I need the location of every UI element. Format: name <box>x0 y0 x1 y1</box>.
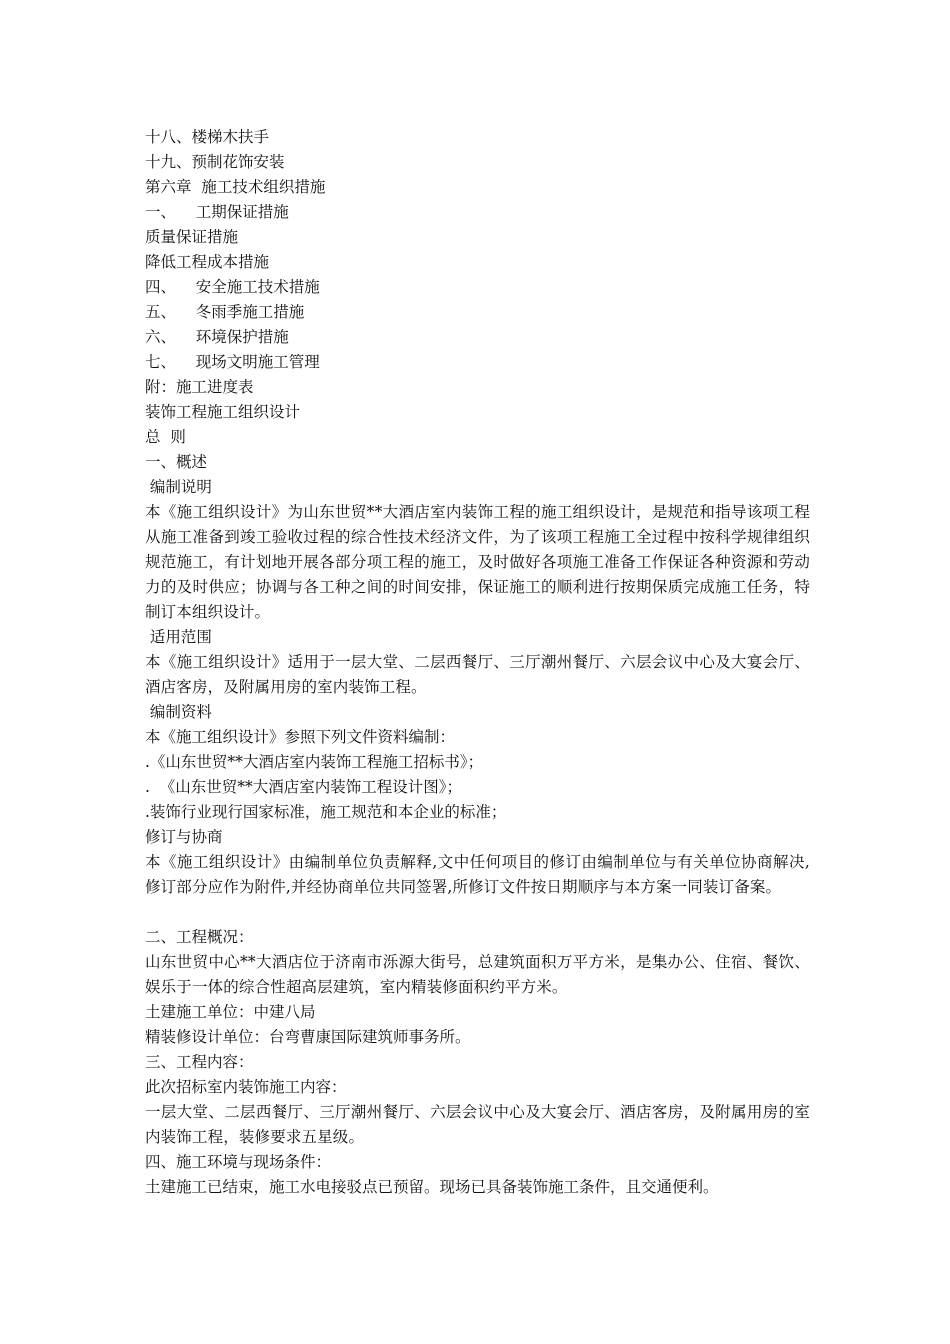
subsection-heading: 修订与协商 <box>145 828 223 846</box>
subsection-heading: 适用范围 <box>145 628 212 646</box>
paragraph: 土建施工单位：中建八局 <box>145 1003 316 1021</box>
toc-item: 降低工程成本措施 <box>145 253 270 271</box>
section-project-content <box>145 1050 810 1150</box>
section-project-overview <box>145 925 810 1050</box>
paragraph: 本《施工组织设计》适用于一层大堂、二层西餐厅、三厅潮州餐厅、六层会议中心及大宴会厅、酒店客房，及附属用房的室内装饰工程。 <box>145 653 810 696</box>
paragraph: 本《施工组织设计》为山东世贸**大酒店室内装饰工程的施工组织设计，是规范和指导该项工程从施工准备到竣工验收过程的综合性技术经济文件，为了该项工程施工全过程中按科学规律组织规范施工，有计划地开展各部分项工程的施工，及时做好各项施工准备工作保证各种资源和劳动力的及时供应；协调与各工种之间的时间安排，保证施工的顺利进行按期保质完成施工任务，特制订本组织设计。 <box>145 503 810 621</box>
list-item: . 《山东世贸**大酒店室内装饰工程设计图》； <box>145 778 463 796</box>
toc-item: 十八、楼梯木扶手 <box>145 128 270 146</box>
paragraph: 一层大堂、二层西餐厅、三厅潮州餐厅、六层会议中心及大宴会厅、酒店客房，及附属用房的室内装饰工程，装修要求五星级。 <box>145 1103 810 1146</box>
section-site-conditions <box>145 1150 810 1200</box>
toc-item: 四、 安全施工技术措施 <box>145 278 320 296</box>
paragraph: 此次招标室内装饰施工内容： <box>145 1078 347 1096</box>
toc-item: 五、 冬雨季施工措施 <box>145 303 305 321</box>
subsection-heading: 编制说明 <box>145 478 212 496</box>
paragraph: 精装修设计单位：台弯曹康国际建筑师事务所。 <box>145 1028 471 1046</box>
document-page <box>145 125 810 1200</box>
toc-item: 七、 现场文明施工管理 <box>145 353 320 371</box>
section-heading: 三、工程内容： <box>145 1053 254 1071</box>
paragraph: 本《施工组织设计》参照下列文件资料编制： <box>145 728 456 746</box>
toc-item: 六、 环境保护措施 <box>145 328 289 346</box>
toc-item: 质量保证措施 <box>145 228 239 246</box>
document-title: 装饰工程施工组织设计 <box>145 403 301 421</box>
toc-item: 第六章 施工技术组织措施 <box>145 178 326 196</box>
list-item: .《山东世贸**大酒店室内装饰工程施工招标书》； <box>145 753 484 771</box>
section-heading: 一、概述 <box>145 453 208 471</box>
subsection-heading: 编制资料 <box>145 703 212 721</box>
toc-item: 十九、预制花饰安装 <box>145 153 285 171</box>
paragraph: 土建施工已结束，施工水电接驳点已预留。现场已具备装饰施工条件，且交通便利。 <box>145 1178 719 1196</box>
section-heading: 二、工程概况： <box>145 928 254 946</box>
table-of-contents-tail <box>145 125 810 400</box>
blank-line <box>145 900 810 925</box>
toc-item: 附：施工进度表 <box>145 378 254 396</box>
toc-item: 一、 工期保证措施 <box>145 203 289 221</box>
section-overview <box>145 450 810 900</box>
paragraph: 山东世贸中心**大酒店位于济南市泺源大街号，总建筑面积万平方米，是集办公、住宿、餐饮、娱乐于一体的综合性超高层建筑，室内精装修面积约平方米。 <box>145 953 810 996</box>
general-heading: 总 则 <box>145 428 186 446</box>
list-item: .装饰行业现行国家标准，施工规范和本企业的标准； <box>145 803 507 821</box>
section-heading: 四、施工环境与现场条件： <box>145 1153 332 1171</box>
paragraph: 本《施工组织设计》由编制单位负责解释,文中任何项目的修订由编制单位与有关单位协商解决,修订部分应作为附件,并经协商单位共同签署,所修订文件按日期顺序与本方案一同装订备案。 <box>145 853 810 896</box>
